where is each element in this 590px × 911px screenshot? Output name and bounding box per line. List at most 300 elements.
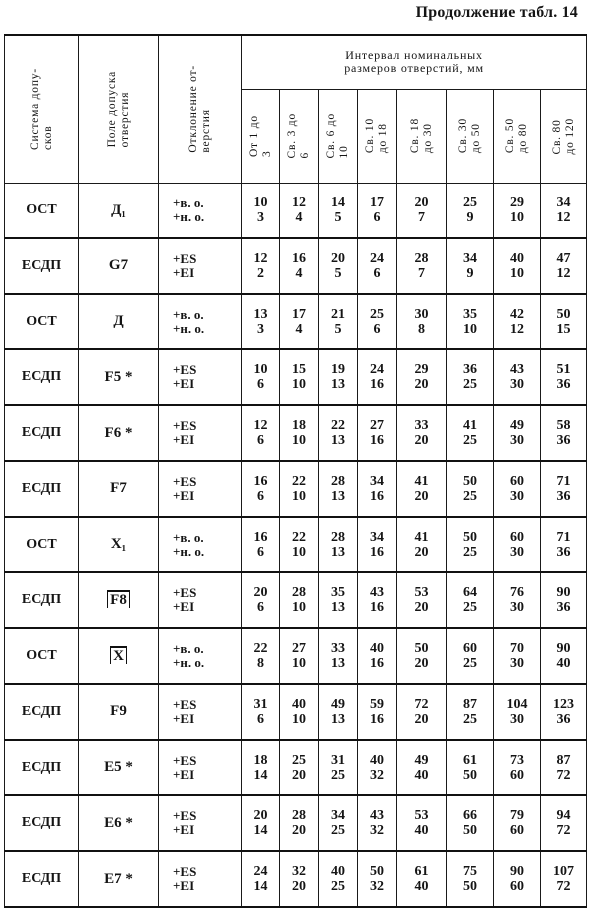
system-cell: ЕСДП (5, 851, 79, 907)
lower-value: 25 (463, 600, 477, 616)
upper-value: 79 (510, 808, 524, 824)
upper-value: 53 (414, 808, 429, 824)
upper-value: 50 (370, 864, 384, 880)
lower-value: 36 (556, 377, 571, 393)
upper-value: 22 (292, 473, 306, 489)
lower-value: 5 (334, 210, 342, 226)
value-cell (358, 795, 397, 851)
header-range-5: Св. 18 до 30 (397, 89, 447, 183)
table-row (5, 851, 587, 907)
field-cell (79, 628, 159, 684)
value-cell (494, 294, 541, 350)
value-cell (242, 684, 280, 740)
value-cell (319, 183, 358, 238)
lower-value: 36 (556, 711, 571, 727)
lower-deviation-label: +н. о. (173, 320, 205, 336)
table-row (5, 572, 587, 628)
value-cell (280, 461, 319, 517)
table-caption: Продолжение табл. 14 (415, 4, 578, 21)
upper-value: 28 (414, 250, 429, 266)
system-cell: ЕСДП (5, 740, 79, 796)
field-label: F9 (110, 703, 127, 720)
lower-value: 50 (463, 823, 477, 839)
lower-value: 13 (331, 377, 345, 393)
system-cell: ЕСДП (5, 461, 79, 517)
lower-value: 4 (295, 210, 303, 226)
upper-value: 20 (331, 250, 345, 266)
lower-deviation-label: +EI (173, 376, 195, 392)
upper-value: 51 (556, 362, 571, 378)
lower-value: 20 (292, 879, 306, 895)
upper-value: 75 (463, 864, 477, 880)
value-cell (280, 740, 319, 796)
value-cell (397, 740, 447, 796)
header-system: Система допу- сков (5, 35, 79, 183)
lower-deviation-label: +EI (173, 264, 195, 280)
lower-value: 14 (253, 879, 268, 895)
upper-deviation-label: +в. о. (173, 195, 204, 211)
lower-value: 10 (292, 544, 306, 560)
lower-value: 30 (510, 488, 524, 504)
lower-value: 72 (556, 879, 571, 895)
lower-deviation-label: +н. о. (173, 655, 205, 670)
lower-value: 40 (414, 879, 429, 895)
value-cell (319, 795, 358, 851)
lower-value: 20 (414, 433, 429, 448)
lower-deviation-label: +EI (173, 878, 195, 894)
lower-value: 10 (510, 265, 524, 281)
lower-value: 5 (334, 265, 342, 281)
value-cell (358, 238, 397, 294)
lower-value: 25 (463, 488, 477, 504)
deviation-cell (159, 405, 242, 461)
upper-value: 20 (253, 585, 268, 601)
value-cell (494, 183, 541, 238)
upper-value: 16 (292, 250, 306, 266)
upper-value: 25 (370, 306, 384, 322)
upper-value: 24 (370, 362, 384, 378)
value-cell (358, 405, 397, 461)
upper-value: 41 (463, 418, 477, 433)
deviation-cell (159, 349, 242, 405)
value-cell (447, 795, 494, 851)
lower-value: 13 (331, 656, 345, 671)
lower-value: 9 (466, 210, 474, 226)
value-cell (447, 517, 494, 573)
deviation-cell (159, 740, 242, 796)
value-cell (447, 294, 494, 350)
value-cell (541, 795, 587, 851)
field-cell (79, 684, 159, 740)
value-cell (280, 349, 319, 405)
upper-value: 40 (370, 752, 384, 768)
upper-value: 72 (414, 696, 429, 712)
value-cell (280, 294, 319, 350)
table-row (5, 461, 587, 517)
value-cell (397, 461, 447, 517)
upper-value: 35 (331, 585, 345, 601)
field-label: F7 (110, 480, 127, 497)
value-cell (319, 740, 358, 796)
value-cell (319, 405, 358, 461)
lower-value: 25 (331, 879, 345, 895)
field-cell (79, 740, 159, 796)
upper-value: 22 (253, 641, 268, 656)
upper-value: 34 (370, 529, 384, 545)
lower-value: 25 (331, 823, 345, 839)
lower-value: 10 (292, 433, 306, 448)
value-cell (280, 628, 319, 684)
upper-value: 71 (556, 529, 571, 545)
lower-value: 12 (510, 321, 524, 337)
upper-value: 40 (370, 641, 384, 656)
value-cell (541, 628, 587, 684)
table-row (5, 238, 587, 294)
deviation-cell (159, 795, 242, 851)
value-cell (397, 628, 447, 684)
value-cell (494, 851, 541, 907)
upper-value: 107 (553, 864, 575, 880)
upper-value: 49 (414, 752, 429, 768)
deviation-cell (159, 517, 242, 573)
field-cell (79, 851, 159, 907)
value-cell (494, 684, 541, 740)
value-cell (447, 461, 494, 517)
system-cell: ЕСДП (5, 795, 79, 851)
system-cell: ЕСДП (5, 238, 79, 294)
lower-value: 14 (253, 823, 268, 839)
lower-value: 40 (414, 823, 429, 839)
lower-value: 3 (257, 210, 264, 226)
system-cell: ЕСДП (5, 405, 79, 461)
value-cell (541, 238, 587, 294)
value-cell (280, 517, 319, 573)
upper-value: 53 (414, 585, 429, 601)
value-cell (447, 183, 494, 238)
upper-deviation-label: +ES (173, 808, 197, 824)
lower-value: 7 (418, 265, 425, 281)
lower-value: 25 (463, 377, 477, 393)
value-cell (242, 238, 280, 294)
value-cell (242, 628, 280, 684)
lower-value: 6 (257, 711, 264, 727)
field-label: E6 * (104, 814, 133, 831)
value-cell (280, 795, 319, 851)
lower-value: 6 (373, 210, 381, 226)
value-cell (319, 461, 358, 517)
lower-value: 20 (414, 488, 429, 504)
header-interval: Интервал номинальных размеров отверстий, мм (242, 35, 587, 89)
value-cell (242, 405, 280, 461)
value-cell (397, 405, 447, 461)
lower-value: 13 (331, 600, 345, 616)
upper-value: 32 (292, 864, 306, 880)
upper-value: 90 (556, 641, 571, 656)
upper-value: 60 (510, 473, 524, 489)
deviation-cell (159, 461, 242, 517)
system-cell: ЕСДП (5, 349, 79, 405)
upper-deviation-label: +в. о. (173, 306, 204, 322)
lower-value: 10 (292, 711, 306, 727)
lower-value: 10 (292, 600, 306, 616)
upper-value: 29 (510, 195, 524, 211)
upper-deviation-label: +ES (173, 696, 197, 712)
upper-value: 31 (253, 696, 268, 712)
system-cell: ОСТ (5, 517, 79, 573)
upper-value: 73 (510, 752, 524, 768)
lower-value: 16 (370, 544, 384, 560)
upper-value: 18 (292, 418, 306, 433)
lower-value: 32 (370, 823, 384, 839)
header-range-8: Св. 80 до 120 (541, 89, 587, 183)
upper-value: 90 (556, 585, 571, 601)
value-cell (319, 517, 358, 573)
upper-deviation-label: +ES (173, 362, 197, 378)
value-cell (494, 517, 541, 573)
upper-value: 50 (463, 473, 477, 489)
lower-deviation-label: +EI (173, 766, 195, 782)
value-cell (319, 628, 358, 684)
upper-value: 33 (331, 641, 345, 656)
value-cell (494, 349, 541, 405)
value-cell (541, 183, 587, 238)
field-cell (79, 349, 159, 405)
lower-value: 25 (331, 767, 345, 783)
upper-value: 87 (556, 752, 571, 768)
lower-value: 6 (373, 265, 381, 281)
value-cell (280, 851, 319, 907)
upper-value: 17 (370, 195, 384, 211)
lower-value: 32 (370, 767, 384, 783)
tolerance-table (4, 34, 587, 908)
upper-value: 24 (370, 250, 384, 266)
value-cell (397, 517, 447, 573)
deviation-cell (159, 684, 242, 740)
lower-value: 13 (331, 433, 345, 448)
upper-value: 12 (253, 250, 268, 266)
upper-deviation-label: +ES (173, 864, 197, 880)
upper-value: 43 (370, 585, 384, 601)
value-cell (541, 405, 587, 461)
lower-value: 15 (556, 321, 571, 337)
upper-value: 66 (463, 808, 477, 824)
lower-value: 16 (370, 600, 384, 616)
upper-value: 123 (553, 696, 575, 712)
value-cell (358, 628, 397, 684)
upper-value: 59 (370, 696, 384, 712)
upper-value: 28 (292, 808, 306, 824)
upper-value: 16 (253, 473, 268, 489)
lower-value: 6 (257, 433, 264, 448)
value-cell (319, 851, 358, 907)
lower-value: 10 (510, 210, 524, 226)
header-range-2: Св. 3 до 6 (280, 89, 319, 183)
lower-value: 6 (257, 600, 264, 616)
upper-value: 90 (510, 864, 524, 880)
deviation-cell (159, 294, 242, 350)
value-cell (541, 851, 587, 907)
lower-deviation-label: +н. о. (173, 543, 205, 559)
lower-value: 13 (331, 711, 345, 727)
value-cell (494, 461, 541, 517)
upper-value: 28 (292, 585, 306, 601)
field-label: E5 * (104, 759, 133, 775)
table-row (5, 740, 587, 796)
value-cell (447, 740, 494, 796)
deviation-cell (159, 628, 242, 684)
upper-value: 50 (414, 641, 429, 656)
value-cell (541, 740, 587, 796)
upper-value: 34 (370, 473, 384, 489)
upper-value: 41 (414, 529, 429, 545)
upper-value: 12 (292, 195, 306, 211)
value-cell (447, 405, 494, 461)
lower-value: 32 (370, 879, 384, 895)
upper-value: 22 (331, 418, 345, 433)
deviation-cell (159, 183, 242, 238)
lower-value: 6 (373, 321, 381, 337)
table-row (5, 405, 587, 461)
lower-value: 30 (510, 711, 524, 727)
value-cell (397, 795, 447, 851)
field-cell (79, 405, 159, 461)
lower-value: 72 (556, 767, 571, 783)
value-cell (280, 572, 319, 628)
value-cell (358, 461, 397, 517)
value-cell (358, 851, 397, 907)
upper-value: 16 (253, 529, 268, 545)
lower-value: 7 (418, 210, 425, 226)
upper-value: 24 (253, 864, 268, 880)
lower-value: 60 (510, 879, 524, 895)
upper-value: 34 (556, 195, 571, 211)
value-cell (541, 684, 587, 740)
value-cell (494, 795, 541, 851)
system-cell: ЕСДП (5, 684, 79, 740)
lower-deviation-label: +EI (173, 822, 195, 838)
value-cell (447, 572, 494, 628)
lower-value: 20 (414, 377, 429, 393)
upper-deviation-label: +ES (173, 473, 197, 489)
upper-value: 15 (292, 362, 306, 378)
lower-value: 8 (418, 321, 425, 337)
value-cell (494, 572, 541, 628)
field-label: F6 * (104, 424, 133, 441)
lower-value: 8 (257, 656, 264, 671)
table-row (5, 349, 587, 405)
value-cell (280, 183, 319, 238)
lower-value: 20 (414, 600, 429, 616)
field-cell (79, 795, 159, 851)
header-field: Поле допуска отверстия (79, 35, 159, 183)
upper-value: 27 (292, 641, 306, 656)
header-range-4: Св. 10 до 18 (358, 89, 397, 183)
upper-value: 61 (463, 752, 477, 768)
upper-value: 40 (510, 250, 524, 266)
field-label: Д (113, 313, 124, 329)
header-range-7: Св. 50 до 80 (494, 89, 541, 183)
value-cell (358, 684, 397, 740)
lower-value: 30 (510, 600, 524, 616)
field-cell (79, 294, 159, 350)
lower-value: 25 (463, 711, 477, 727)
upper-value: 25 (463, 195, 477, 211)
lower-value: 50 (463, 879, 477, 895)
deviation-cell (159, 851, 242, 907)
value-cell (397, 349, 447, 405)
lower-value: 20 (292, 823, 306, 839)
lower-value: 20 (414, 544, 429, 560)
upper-value: 34 (331, 808, 345, 824)
field-label: F8 (107, 590, 130, 608)
upper-value: 30 (414, 306, 429, 322)
lower-value: 16 (370, 656, 384, 671)
value-cell (494, 405, 541, 461)
value-cell (242, 461, 280, 517)
upper-value: 29 (414, 362, 429, 378)
upper-value: 28 (331, 473, 345, 489)
value-cell (447, 851, 494, 907)
field-label: F5 * (104, 368, 133, 385)
upper-value: 22 (292, 529, 306, 545)
upper-value: 70 (510, 641, 524, 656)
upper-value: 50 (556, 306, 571, 322)
lower-deviation-label: +EI (173, 599, 195, 615)
upper-value: 60 (463, 641, 477, 656)
lower-value: 16 (370, 377, 384, 393)
value-cell (541, 294, 587, 350)
lower-value: 10 (292, 377, 306, 393)
lower-value: 6 (257, 544, 264, 560)
value-cell (319, 294, 358, 350)
upper-value: 20 (253, 808, 268, 824)
lower-value: 36 (556, 600, 571, 616)
lower-value: 30 (510, 377, 524, 393)
value-cell (358, 740, 397, 796)
upper-deviation-label: +в. о. (173, 529, 204, 545)
table-row (5, 517, 587, 573)
upper-value: 43 (510, 362, 524, 378)
upper-value: 61 (414, 864, 429, 880)
upper-value: 13 (253, 306, 268, 322)
value-cell (447, 349, 494, 405)
lower-value: 13 (331, 488, 345, 504)
value-cell (358, 572, 397, 628)
value-cell (319, 572, 358, 628)
lower-value: 16 (370, 433, 384, 448)
value-cell (280, 684, 319, 740)
upper-value: 21 (331, 306, 345, 322)
upper-value: 42 (510, 306, 524, 322)
lower-value: 12 (556, 210, 571, 226)
lower-value: 9 (466, 265, 474, 281)
value-cell (242, 294, 280, 350)
upper-value: 76 (510, 585, 524, 601)
value-cell (397, 238, 447, 294)
lower-value: 50 (463, 767, 477, 783)
field-cell (79, 238, 159, 294)
upper-value: 64 (463, 585, 477, 601)
upper-value: 71 (556, 473, 571, 489)
lower-value: 20 (414, 656, 429, 671)
lower-value: 60 (510, 823, 524, 839)
upper-value: 104 (506, 696, 528, 712)
lower-value: 6 (257, 488, 264, 504)
table-row (5, 684, 587, 740)
upper-value: 36 (463, 362, 477, 378)
field-label: X₁ (110, 536, 127, 552)
upper-value: 20 (414, 195, 429, 211)
